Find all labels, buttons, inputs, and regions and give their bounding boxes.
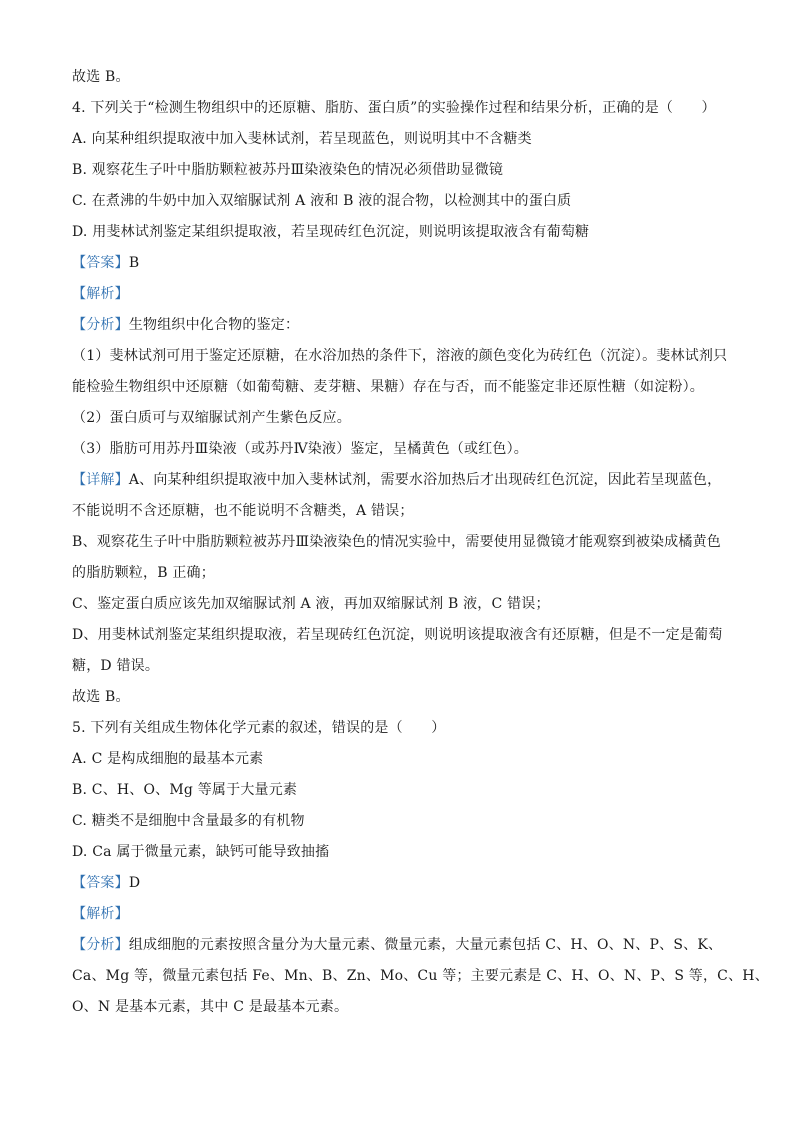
answer-tag: 【答案】 xyxy=(72,255,129,271)
q4-explanation-heading xyxy=(72,279,732,310)
explanation-tag: 【解析】 xyxy=(72,286,129,302)
q5-answer: 【答案】D xyxy=(72,875,141,891)
q4-analysis: 【分析】生物组织中化合物的鉴定： xyxy=(72,317,300,333)
doc-line: 的脂肪颗粒，B 正确； xyxy=(72,565,215,581)
answer-tag: 【答案】 xyxy=(72,875,129,891)
explanation-tag: 【解析】 xyxy=(72,906,129,922)
doc-line: （3）脂肪可用苏丹Ⅲ染液（或苏丹Ⅳ染液）鉴定，呈橘黄色（或红色）。 xyxy=(72,441,528,457)
q5-option-d: D. Ca 属于微量元素，缺钙可能导致抽搐 xyxy=(72,844,330,860)
q5-option-b: B. C、H、O、Mg 等属于大量元素 xyxy=(72,782,298,798)
doc-line: D、用斐林试剂鉴定某组织提取液，若呈现砖红色沉淀，则说明该提取液含有还原糖，但是不一定是葡萄 xyxy=(72,627,723,643)
q4-option-c: C. 在煮沸的牛奶中加入双缩脲试剂 A 液和 B 液的混合物，以检测其中的蛋白质 xyxy=(72,193,572,209)
document-page xyxy=(72,62,769,1023)
q4-option-d: D. 用斐林试剂鉴定某组织提取液，若呈现砖红色沉淀，则说明该提取液含有葡萄糖 xyxy=(72,224,590,240)
q5-option-c: C. 糖类不是细胞中含量最多的有机物 xyxy=(72,813,305,829)
doc-line: C、鉴定蛋白质应该先加双缩脲试剂 A 液，再加双缩脲试剂 B 液，C 错误； xyxy=(72,596,550,612)
q5-analysis: 【分析】组成细胞的元素按照含量分为大量元素、微量元素，大量元素包括 C、H、O、N、P、S、K、 xyxy=(72,937,723,953)
q5-option-a: A. C 是构成细胞的最基本元素 xyxy=(72,751,264,767)
analysis-tag: 【分析】 xyxy=(72,937,129,953)
q4-option-b: B. 观察花生子叶中脂肪颗粒被苏丹Ⅲ染液染色的情况必须借助显微镜 xyxy=(72,162,504,178)
doc-line: （2）蛋白质可与双缩脲试剂产生紫色反应。 xyxy=(72,410,351,426)
doc-line: （1）斐林试剂可用于鉴定还原糖，在水浴加热的条件下，溶液的颜色变化为砖红色（沉淀）。斐林试剂只 xyxy=(72,348,728,364)
doc-line: B、观察花生子叶中脂肪颗粒被苏丹Ⅲ染液染色的情况实验中，需要使用显微镜才能观察到被染成橘黄色 xyxy=(72,534,721,550)
q5-explanation-heading xyxy=(72,899,732,930)
detail-tag: 【详解】 xyxy=(72,472,129,488)
analysis-tag: 【分析】 xyxy=(72,317,129,333)
doc-line: Ca、Mg 等，微量元素包括 Fe、Mn、B、Zn、Mo、Cu 等；主要元素是 C、H、O、N、P、S 等，C、H、 xyxy=(72,968,769,984)
doc-line: 能检验生物组织中还原糖（如葡萄糖、麦芽糖、果糖）存在与否，而不能鉴定非还原性糖（如淀粉）。 xyxy=(72,379,704,395)
doc-line: 糖，D 错误。 xyxy=(72,658,160,674)
doc-line: O、N 是基本元素，其中 C 是最基本元素。 xyxy=(72,999,349,1015)
q4-option-a: A. 向某种组织提取液中加入斐林试剂，若呈现蓝色，则说明其中不含糖类 xyxy=(72,131,532,147)
q4-answer: 【答案】B xyxy=(72,255,140,271)
doc-line: 不能说明不含还原糖，也不能说明不含糖类，A 错误； xyxy=(72,503,414,519)
doc-line: 故选 B。 xyxy=(72,69,130,85)
q4-detail: 【详解】A、向某种组织提取液中加入斐林试剂，需要水浴加热后才出现砖红色沉淀，因此若呈现蓝色， xyxy=(72,472,722,488)
question-5-stem: 5. 下列有关组成生物体化学元素的叙述，错误的是（ ） xyxy=(72,720,446,736)
question-4-stem: 4. 下列关于“检测生物组织中的还原糖、脂肪、蛋白质”的实验操作过程和结果分析，正确的是（ ） xyxy=(72,100,716,116)
doc-line: 故选 B。 xyxy=(72,689,130,705)
